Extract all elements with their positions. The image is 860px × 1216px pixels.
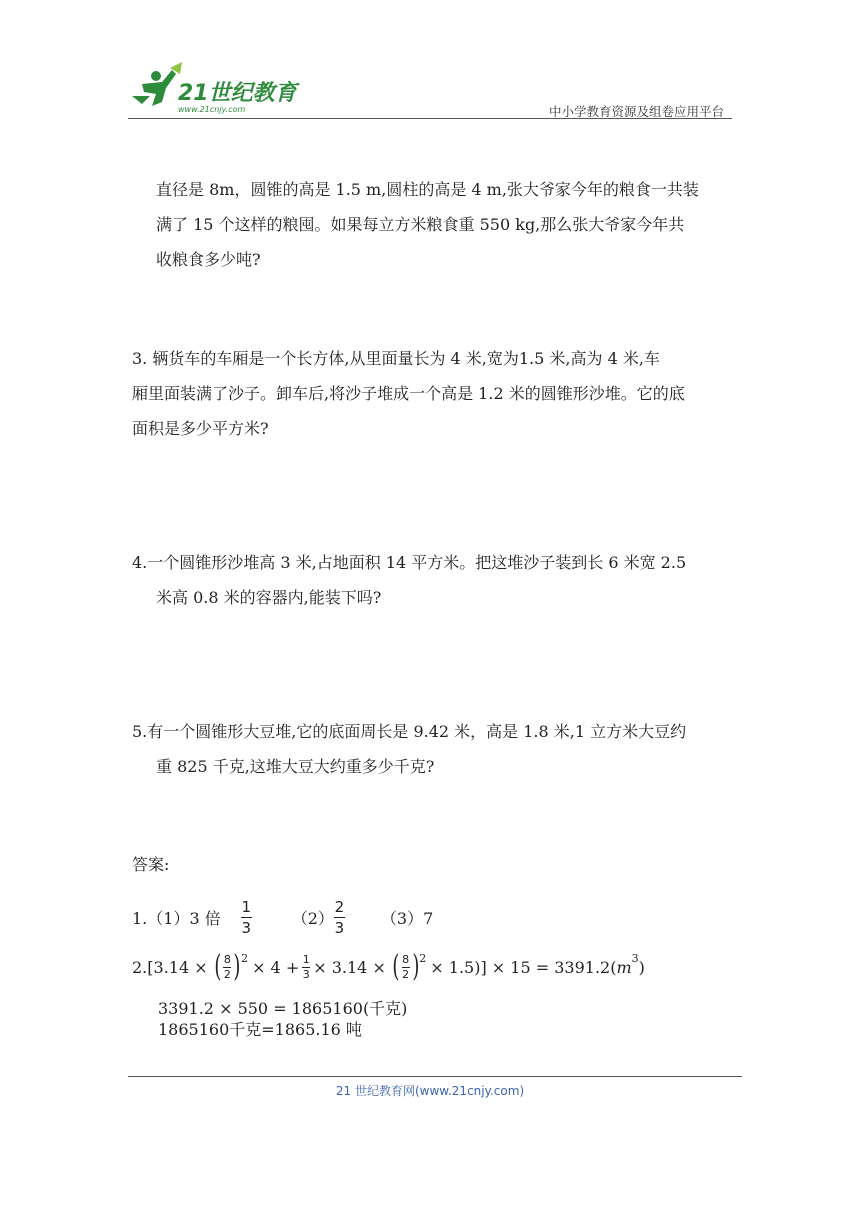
right-paren: ) xyxy=(233,949,241,984)
fraction-bar xyxy=(241,917,252,918)
text-line: 米高 0.8 米的容器内,能装下吗? xyxy=(156,588,382,607)
exponent: 2 xyxy=(419,952,427,965)
problem-4 xyxy=(132,545,734,615)
fraction xyxy=(223,954,231,981)
denominator: 3 xyxy=(302,967,310,981)
footer-text: 21 世纪教育网(www.21cnjy.com) xyxy=(335,1084,525,1098)
answer-1-part2: （2） xyxy=(291,908,334,928)
answer-1 xyxy=(132,895,433,939)
denominator: 3 xyxy=(334,918,345,937)
text-line: 直径是 8m，圆锥的高是 1.5 m,圆柱的高是 4 m,张大爷家今年的粮食一共装 xyxy=(156,180,699,199)
logo-url: www.21cnjy.com xyxy=(178,105,246,114)
fraction xyxy=(334,898,345,937)
denominator: 3 xyxy=(241,918,251,937)
fraction xyxy=(241,898,252,937)
text-line: 4.一个圆锥形沙堆高 3 米,占地面积 14 平方米。把这堆沙子装到长 6 米宽 2.5 xyxy=(132,553,687,572)
text-line: 3. 辆货车的车厢是一个长方体,从里面量长为 4 米,宽为1.5 米,高为 4 米,车 xyxy=(132,349,660,368)
text-line: 厢里面装满了沙子。卸车后,将沙子堆成一个高是 1.2 米的圆锥形沙堆。它的底 xyxy=(132,384,685,403)
equation-part: × 1.5)] × 15 = 3391.2( xyxy=(430,957,617,977)
text-line: 满了 15 个这样的粮囤。如果每立方米粮食重 550 kg,那么张大爷家今年共 xyxy=(156,215,685,234)
fraction-bar xyxy=(334,917,345,918)
denominator: 2 xyxy=(402,967,410,981)
unit: m xyxy=(616,957,632,977)
answers-heading: 答案: xyxy=(132,855,170,874)
equation-part: × 3.14 × xyxy=(313,957,386,977)
answer-2-label: 2. xyxy=(132,957,148,977)
text-line: 收粮食多少吨? xyxy=(156,250,261,269)
logo-text: 21世纪教育 xyxy=(178,81,297,106)
right-paren: ) xyxy=(411,949,419,984)
numerator: 1 xyxy=(241,897,251,916)
text-line: 5.有一个圆锥形大豆堆,它的底面周长是 9.42 米，高是 1.8 米,1 立方米大豆约 xyxy=(132,722,687,741)
equation-part: ) xyxy=(638,957,645,977)
text-line: 重 825 千克,这堆大豆大约重多少千克? xyxy=(156,757,435,776)
equation-part: × 4 + xyxy=(252,957,300,977)
problem-5 xyxy=(132,714,734,784)
answer-2-line-3: 1865160千克=1865.16 吨 xyxy=(158,1020,362,1039)
site-logo xyxy=(122,62,322,122)
platform-name: 中小学教育资源及组卷应用平台 xyxy=(548,104,724,119)
numerator: 8 xyxy=(402,952,410,966)
numerator: 2 xyxy=(334,897,345,916)
footer-divider xyxy=(128,1076,742,1077)
problem-2-continued xyxy=(132,172,758,277)
left-paren: ( xyxy=(392,949,400,984)
fraction xyxy=(402,954,410,981)
answer-2-equation xyxy=(132,949,645,984)
answer-1-part1: 1.（1）3 倍 xyxy=(132,908,221,928)
unit-exponent: 3 xyxy=(631,952,639,965)
runner-icon xyxy=(132,62,182,106)
header-divider xyxy=(128,118,732,119)
equation-part: [3.14 × xyxy=(147,957,208,977)
numerator: 1 xyxy=(302,952,310,966)
fraction xyxy=(302,954,310,981)
left-paren: ( xyxy=(213,949,221,984)
numerator: 8 xyxy=(223,952,231,966)
text-line: 面积是多少平方米? xyxy=(132,419,269,438)
answer-2-line-2: 3391.2 × 550 = 1865160(千克) xyxy=(158,999,408,1018)
answer-1-part3: （3）7 xyxy=(380,908,434,928)
denominator: 2 xyxy=(223,967,231,981)
problem-3 xyxy=(132,341,734,446)
exponent: 2 xyxy=(241,952,249,965)
